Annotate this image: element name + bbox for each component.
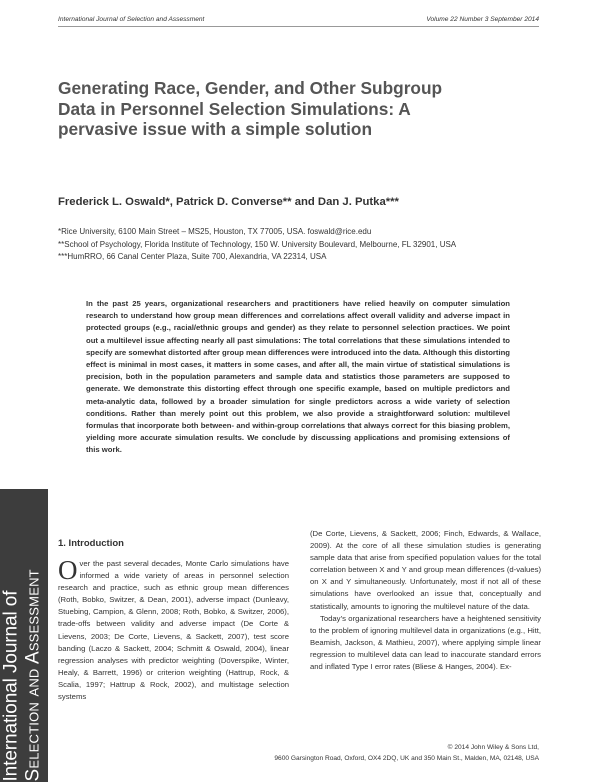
drop-cap: O [58, 555, 78, 585]
intro-paragraph-2: Today’s organizational researchers have a heightened sensitivity to the problem of ignoring multilevel data in organizations (e.g., Hitt, Beamish, Jackson, & Mathieu, 2007), where applying simple linear regression to multilevel data can lead to inaccurate standard errors and inflated Type I error rates (Bliese & Hanges, 2004). Ex- [310, 613, 541, 672]
intro-paragraph-1: ver the past several decades, Monte Carlo simulations have informed a wide variety of areas in personnel selection research and practice, such as ethnic group mean differences (Roth, Bobko, Switzer, & Dean, 2001), adverse impact (Dunleavy, Stuebing, Campion, & Glenn, 2008; Roth, Bobko, & Switzer, 2006), trade-offs between validity and adverse impact (De Corte & Lievens, 2003; De Corte, Lievens, & Sackett, 2007), test score banding (Laczo & Sackett, 2004; Schmitt & Oswald, 2004), linear regression analyses with predictor weighting (Doverspike, Winter, Healy, & Barrett, 1996) or criterion weighting (Hattrup, Rock, & Scalia, 1997; Hattrup & Rock, 2002), and multistage selection systems [58, 559, 289, 702]
page-footer [274, 743, 539, 764]
header-rule [58, 26, 539, 27]
affiliations [58, 226, 548, 264]
affiliation-3: ***HumRRO, 66 Canal Center Plaza, Suite 700, Alexandria, VA 22314, USA [58, 252, 327, 262]
body-column-right [310, 528, 541, 673]
side-title-line2: Selection and Assessment [22, 569, 44, 782]
article-authors: Frederick L. Oswald*, Patrick D. Converse** and Dan J. Putka*** [58, 196, 399, 208]
footer-copyright: © 2014 John Wiley & Sons Ltd, [447, 744, 539, 751]
running-head-journal: International Journal of Selection and Assessment [58, 16, 205, 23]
affiliation-1: *Rice University, 6100 Main Street – MS25, Houston, TX 77005, USA. foswald@rice.edu [58, 227, 372, 236]
footer-address: 9600 Garsington Road, Oxford, OX4 2DQ, UK and 350 Main St., Malden, MA, 02148, USA [274, 754, 539, 762]
article-title: Generating Race, Gender, and Other Subgroup Data in Personnel Selection Simulations: A pervasive issue with a simple solution [58, 78, 443, 139]
running-head-issue: Volume 22 Number 3 September 2014 [426, 16, 539, 23]
affiliation-2: **School of Psychology, Florida Institute of Technology, 150 W. University Boulevard, Melbourne, FL 32901, USA [58, 239, 457, 249]
intro-paragraph-1-cont: (De Corte, Lievens, & Sackett, 2006; Finch, Edwards, & Wallace, 2009). At the core of all these simulation studies is generating sample data that arise from specified population values for the total correlation between X and Y and group mean differences (d-values) on X and Y simultaneously. Unfortunately, most if not all of these simulations have overlooked an issue that, conceptually and statistically, amounts to ignoring the multilevel nature of the data. [310, 529, 541, 611]
journal-side-title [1, 489, 49, 782]
section-heading: 1. Introduction [58, 538, 124, 549]
side-title-line1: International Journal of [0, 590, 22, 782]
body-column-left [58, 555, 289, 703]
abstract: In the past 25 years, organizational researchers and practitioners have relied heavily on computer simulation research to understand how group mean differences and correlations affect overall validity and adverse impact in protected groups (e.g., racial/ethnic groups and gender) as they relate to personnel selection practices. We point out a multilevel issue affecting nearly all past simulations: The total correlations that these simulations intended to specify are somewhat distorted after group mean differences were introduced into the data. Although this distorting effect is minimal in most cases, it matters in some cases, and after all, the main virtue of statistical simulations is precision, both in the population parameters and sample data and statistics those parameters are supposed to generate. We demonstrate this distorting effect through one specific example, based on multiple predictors and meta-analytic data, followed by a broader simulation for single predictors across a wide variety of selection conditions. Rather than merely point out this problem, we also provide a straightforward solution: multilevel formulas that incorporate both between- and within-group correlations that always correct for this biasing problem, yielding more accurate simulation results. We conclude by discussing applications and promising extensions of this work. [86, 299, 510, 455]
